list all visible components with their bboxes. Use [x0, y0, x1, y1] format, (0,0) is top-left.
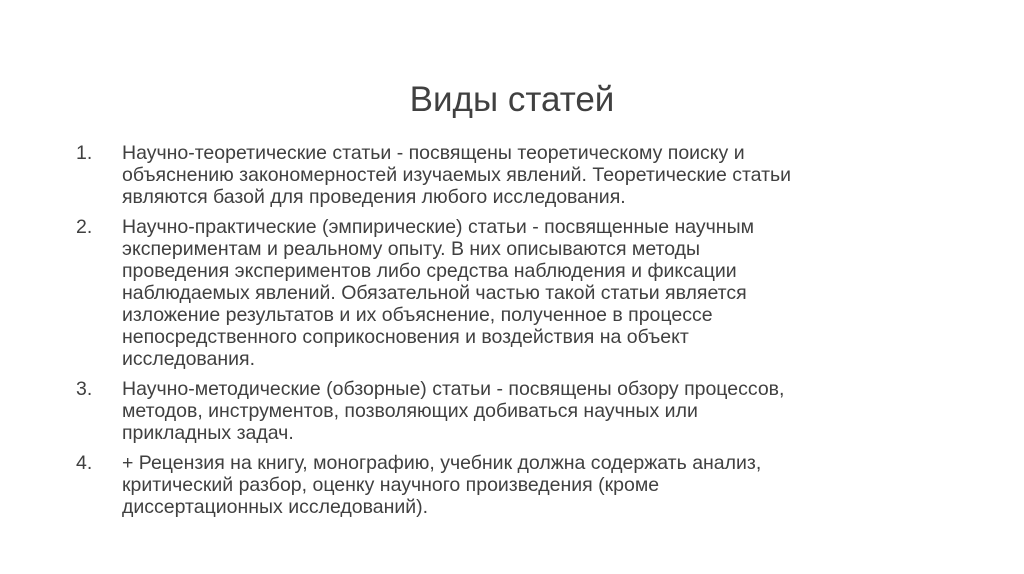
list-item-line: наблюдаемых явлений. Обязательной частью такой статьи является — [122, 282, 747, 304]
slide-title: Виды статей — [409, 80, 615, 119]
list-item-number: 3. — [76, 378, 93, 400]
list-item-line: являются базой для проведения любого исследования. — [122, 186, 626, 208]
list-item-number: 2. — [76, 216, 93, 238]
list-item — [76, 142, 936, 208]
list-item — [76, 452, 936, 518]
list-item — [76, 378, 936, 444]
list-item-line: экспериментам и реальному опыту. В них описываются методы — [122, 238, 701, 260]
list-item-line: непосредственного соприкосновения и воздействия на объект — [122, 326, 689, 348]
list-item-line: методов, инструментов, позволяющих добиваться научных или — [122, 400, 698, 422]
list-item — [76, 216, 936, 370]
list-item-number: 4. — [76, 452, 93, 474]
list-item-line: изложение результатов и их объяснение, полученное в процессе — [122, 304, 713, 326]
list-item-line: проведения экспериментов либо средства наблюдения и фиксации — [122, 260, 737, 282]
list-item-line: Научно-теоретические статьи - посвящены теоретическому поиску и — [122, 142, 745, 164]
list-item-line: Научно-практические (эмпирические) статьи - посвященные научным — [122, 216, 754, 238]
list-item-line: + Рецензия на книгу, монографию, учебник должна содержать анализ, — [122, 452, 762, 474]
list-item-line: Научно-методические (обзорные) статьи - посвящены обзору процессов, — [122, 378, 785, 400]
list-item-line: исследования. — [122, 348, 256, 370]
article-types-list — [76, 142, 936, 526]
list-item-line: прикладных задач. — [122, 422, 294, 444]
list-item-line: объяснению закономерностей изучаемых явлений. Теоретические статьи — [122, 164, 792, 186]
list-item-line: диссертационных исследований). — [122, 496, 429, 518]
list-item-line: критический разбор, оценку научного произведения (кроме — [122, 474, 660, 496]
list-item-number: 1. — [76, 142, 93, 164]
